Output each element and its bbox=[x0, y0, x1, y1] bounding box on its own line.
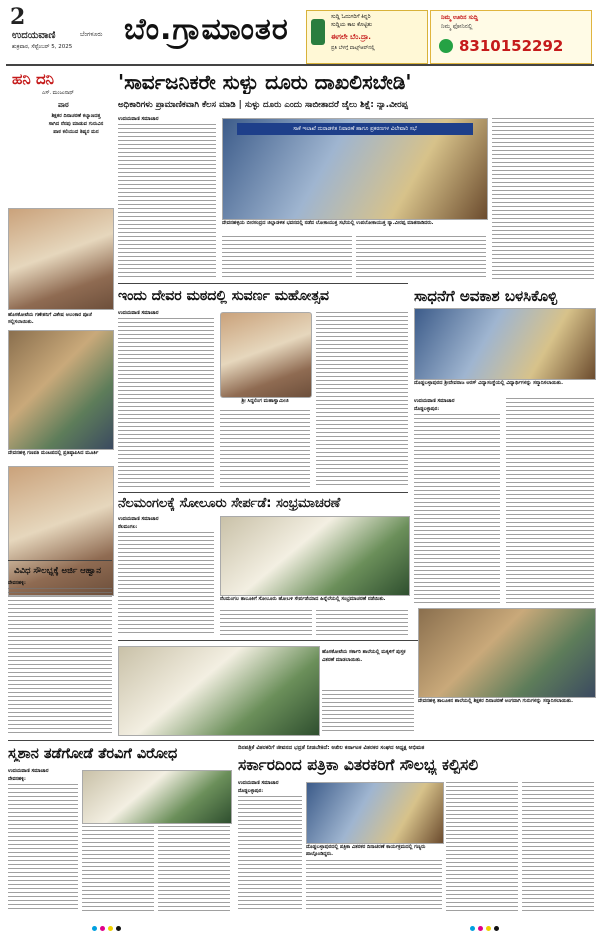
page-number: 2 bbox=[10, 4, 26, 30]
registration-marks bbox=[92, 916, 132, 922]
photo-caption: ದೇವನಹಳ್ಳಿ ಗಣಪತಿ ಮಂಟಪದಲ್ಲಿ ಪ್ರತಿಷ್ಠಾಪಿಸಿದ ಮೂರ್ತಿ bbox=[8, 450, 99, 456]
story3-place: ದೊಡ್ಡಬಳ್ಳಾಪುರ: bbox=[414, 407, 440, 412]
story8-headline: ಸರ್ಕಾರದಿಂದ ಪತ್ರಿಕಾ ವಿತರಕರಿಗೆ ಸೌಲಭ್ಯ ಕಲ್ಪಿಸಲಿ bbox=[238, 756, 479, 774]
story4-place: ನೆಲಮಂಗಲ: bbox=[118, 525, 138, 530]
story4-caption: ನೆಲಮಂಗಲ ತಾಲೂಕಿಗೆ ಸೋಲೂರು ಹೋಬಳಿ ಸೇರ್ಪಡೆಯಾದ ಹಿನ್ನೆಲೆಯಲ್ಲಿ ಸಂಭ್ರಮಾಚರಣೆ ನಡೆಯಿತು. bbox=[220, 596, 386, 602]
event-banner: ಸಾಕೆ ಇಲಾಖೆ ದುರಾಡಳಿತ ನಿವಾರಣೆ ಹಾಗೂ ಪ್ರಕರಣಗಳ ವಿಲೇವಾರಿ ಸಭೆ bbox=[237, 123, 473, 135]
story3-headline: ಸಾಧನೆಗೆ ಅವಕಾಶ ಬಳಸಿಕೊಳ್ಳಿ bbox=[414, 287, 558, 305]
swamiji-photo bbox=[220, 312, 312, 398]
paper-name: ಉದಯವಾಣಿ bbox=[12, 30, 56, 41]
story7-headline: ಸ್ಮಶಾನ ತಡೆಗೋಡೆ ತೆರವಿಗೆ ವಿರೋಧ bbox=[8, 746, 178, 762]
story1-body bbox=[118, 124, 216, 279]
story8-place: ದೊಡ್ಡಬಳ್ಳಾಪುರ: bbox=[238, 789, 264, 794]
whatsapp-ad bbox=[430, 10, 592, 64]
story1-photo bbox=[222, 118, 488, 220]
story7-place: ದೇವನಹಳ್ಳಿ: bbox=[8, 777, 26, 782]
story7-body bbox=[82, 826, 154, 912]
registration-marks bbox=[470, 916, 510, 922]
section-title: ಬೆಂ.ಗ್ರಾಮಾಂತರ bbox=[124, 12, 289, 47]
phone-icon bbox=[311, 19, 325, 45]
story4-body bbox=[316, 610, 408, 636]
story2-body bbox=[118, 318, 214, 488]
divider bbox=[8, 560, 112, 561]
ganesha-photo-1 bbox=[8, 208, 114, 310]
story4-photo bbox=[220, 516, 410, 596]
story3-photo bbox=[414, 308, 596, 380]
story1-body bbox=[356, 236, 486, 279]
masthead-rule bbox=[6, 64, 594, 66]
honey-dani-author: ಎಸ್. ಮಂಜುನಾಥ್ bbox=[42, 90, 74, 96]
ganesha-photo-3 bbox=[8, 466, 114, 596]
ad-text: ನಿಮ್ಮ ಊರಿನ ಸುದ್ದಿ bbox=[441, 14, 479, 21]
story3-body bbox=[414, 414, 500, 604]
story8-photo bbox=[306, 782, 444, 844]
honey-dani-column bbox=[8, 68, 112, 568]
story5-headline: ವಿವಿಧ ಸೌಲಭ್ಯಕ್ಕೆ ಅರ್ಜಿ ಆಹ್ವಾನ bbox=[14, 566, 101, 576]
story1-body bbox=[492, 118, 594, 279]
story2-body bbox=[220, 410, 310, 488]
story8-kicker: ದಿನಪತ್ರಿಕೆ ವಿತರಕರಿಗೆ ಜೀವನದ ಭದ್ರತೆ ನೀಡಬೇಕಿದೆ: ಅಖಿಲ ಕರ್ನಾಟಕ ವಿತರಕರ ಸಂಘದ ಅಧ್ಯಕ್ಷ ಅಭಿಮತ bbox=[238, 745, 425, 751]
story5-body bbox=[8, 588, 112, 736]
story4-headline: ನೆಲಮಂಗಲಕ್ಕೆ ಸೋಲೂರು ಸೇರ್ಪಡೆ: ಸಂಭ್ರಮಾಚರಣೆ bbox=[118, 496, 341, 511]
felicitation-photo bbox=[418, 608, 596, 698]
phone-number: 8310152292 bbox=[459, 37, 564, 55]
ganesha-photo-2 bbox=[8, 330, 114, 450]
divider bbox=[118, 283, 408, 284]
ad-text: ಈಗಲೇ ಬೆಂ.ದ್ರಾ. bbox=[331, 33, 371, 41]
divider bbox=[118, 492, 408, 493]
ad-text: ಸುದ್ದಿಯ ಕಾಲ ಕೊಟ್ಟಿತು bbox=[331, 22, 372, 28]
school-photo bbox=[118, 646, 320, 736]
story1-byline: ಉದಯವಾಣಿ ಸಮಾಚಾರ bbox=[118, 116, 159, 122]
poem-heading: ಪಾಠ bbox=[58, 101, 69, 109]
story3-body bbox=[506, 398, 594, 604]
honey-dani-title: ಹನಿ ದನಿ bbox=[12, 70, 54, 88]
story8-body bbox=[306, 860, 442, 912]
subscription-ad bbox=[306, 10, 428, 64]
story1-caption: ದೇವನಹಳ್ಳಿಯ ಬೀರಸಂದ್ರದ ಜಿಲ್ಲಾಡಳಿತ ಭವನದಲ್ಲಿ ನಡೆದ ಲೋಕಾಯುಕ್ತ ಸಭೆಯಲ್ಲಿ ಉಪಲೋಕಾಯುಕ್ತ ನ್ಯಾ.ವೀರಪ್ಪ ಮಾತನಾಡಿದರು. bbox=[222, 220, 434, 226]
edition-label: ಬೆಂಗಳೂರು bbox=[80, 31, 103, 38]
story8-body bbox=[446, 782, 518, 912]
story3-byline: ಉದಯವಾಣಿ ಸಮಾಚಾರ bbox=[414, 398, 455, 404]
ad-text: ಸುದ್ದಿ ಓದುಗರಿಗೆ ಕಿನ್ನರಿ bbox=[331, 14, 371, 20]
photo-caption: ಹೊಸಕೋಟೆಯ ಗಣೇಶನಿಗೆ ವಿಶೇಷ ಅಲಂಕಾರ ಪೂಜೆ ಸಲ್ಲಿಸಲಾಯಿತು. bbox=[8, 312, 92, 325]
story2-caption: ಶ್ರೀ ಸಿದ್ಧಲಿಂಗ ಮಹಾಸ್ವಾಮೀಜಿ bbox=[241, 398, 289, 404]
poem-text: ಶಿಕ್ಷಕರ ದಿನಾಚರಣೆ ಕಲ್ಯಾಣದತ್ತ ಸಾಗಿದ ನೆನಪು ಮಾಡುವ ಗುರುವಿನ ಪಾಠ ಕಲಿಯುವ ಶಿಷ್ಯರ ಮನ bbox=[48, 113, 104, 135]
story4-byline: ಉದಯವಾಣಿ ಸಮಾಚಾರ bbox=[118, 516, 159, 522]
story2-headline: ಇಂದು ದೇವರ ಮಠದಲ್ಲಿ ಸುವರ್ಣ ಮಹೋತ್ಸವ bbox=[118, 288, 330, 304]
ad-text: ಪ್ರತಿ ಬೆಳಗ್ಗೆ ವಾಟ್ಸ್ಆಪ್‌ನಲ್ಲಿ bbox=[331, 45, 375, 51]
story1-body bbox=[222, 236, 352, 279]
story5-place: ದೇವನಹಳ್ಳಿ: bbox=[8, 581, 26, 586]
story6-mid-caption: ಹೊಸಕೋಟೆಯ ಸರ್ಕಾರಿ ಶಾಲೆಯಲ್ಲಿ ಮಕ್ಕಳಿಗೆ ಪುಸ್ತಕ ವಿತರಣೆ ಮಾಡಲಾಯಿತು. bbox=[322, 649, 406, 663]
story4-body bbox=[220, 610, 312, 636]
story6-right-caption: ದೇವನಹಳ್ಳಿ ತಾಲೂಕಿನ ಶಾಲೆಯಲ್ಲಿ ಶಿಕ್ಷಕರ ದಿನಾಚರಣೆ ಅಂಗವಾಗಿ ಗುರುಗಳನ್ನು ಸನ್ಮಾನಿಸಲಾಯಿತು. bbox=[418, 698, 574, 704]
story7-body bbox=[8, 784, 78, 912]
story8-body bbox=[238, 796, 302, 912]
divider bbox=[8, 740, 594, 741]
story2-body bbox=[316, 312, 408, 488]
story1-headline: 'ಸಾರ್ವಜನಿಕರೇ ಸುಳ್ಳು ದೂರು ದಾಖಲಿಸಬೇಡಿ' bbox=[118, 70, 412, 94]
masthead bbox=[6, 6, 594, 64]
story7-body bbox=[158, 826, 230, 912]
story6-body bbox=[322, 690, 414, 734]
date-line: ಶುಕ್ರವಾರ, ಸೆಪ್ಟೆಂಬರ್ 5, 2025 bbox=[12, 44, 73, 50]
story3-caption: ದೊಡ್ಡಬಳ್ಳಾಪುರದ ಶ್ರೀದೇವರಾಜ ಅರಸ್ ವಿದ್ಯಾಸಂಸ್ಥೆಯಲ್ಲಿ ವಿದ್ಯಾರ್ಥಿಗಳನ್ನು ಸನ್ಮಾನಿಸಲಾಯಿತು. bbox=[414, 380, 563, 386]
story2-byline: ಉದಯವಾಣಿ ಸಮಾಚಾರ bbox=[118, 310, 159, 316]
story4-body bbox=[118, 532, 214, 636]
ad-text: ನಿಮ್ಮ ಫೋನಿನಲ್ಲಿ bbox=[441, 23, 473, 30]
story7-photo bbox=[82, 770, 232, 824]
story7-byline: ಉದಯವಾಣಿ ಸಮಾಚಾರ bbox=[8, 768, 49, 774]
story1-subhead: ಅಧಿಕಾರಿಗಳು ಪ್ರಾಮಾಣಿಕವಾಗಿ ಕೆಲಸ ಮಾಡಿ | ಸುಳ್ಳು ದೂರು ಎಂದು ಸಾಬೀತಾದರೆ ಜೈಲು ಶಿಕ್ಷೆ: ನ್ಯಾ.ವೀರಪ್ಪ bbox=[118, 100, 408, 110]
whatsapp-icon bbox=[439, 39, 453, 53]
story8-caption: ದೊಡ್ಡಬಳ್ಳಾಪುರದಲ್ಲಿ ಪತ್ರಿಕಾ ವಿತರಕರ ದಿನಾಚರಣೆ ಕಾರ್ಯಕ್ರಮದಲ್ಲಿ ಗಣ್ಯರು ಪಾಲ್ಗೊಂಡಿದ್ದರು. bbox=[306, 844, 426, 857]
story8-body bbox=[522, 782, 594, 912]
story8-byline: ಉದಯವಾಣಿ ಸಮಾಚಾರ bbox=[238, 780, 279, 786]
